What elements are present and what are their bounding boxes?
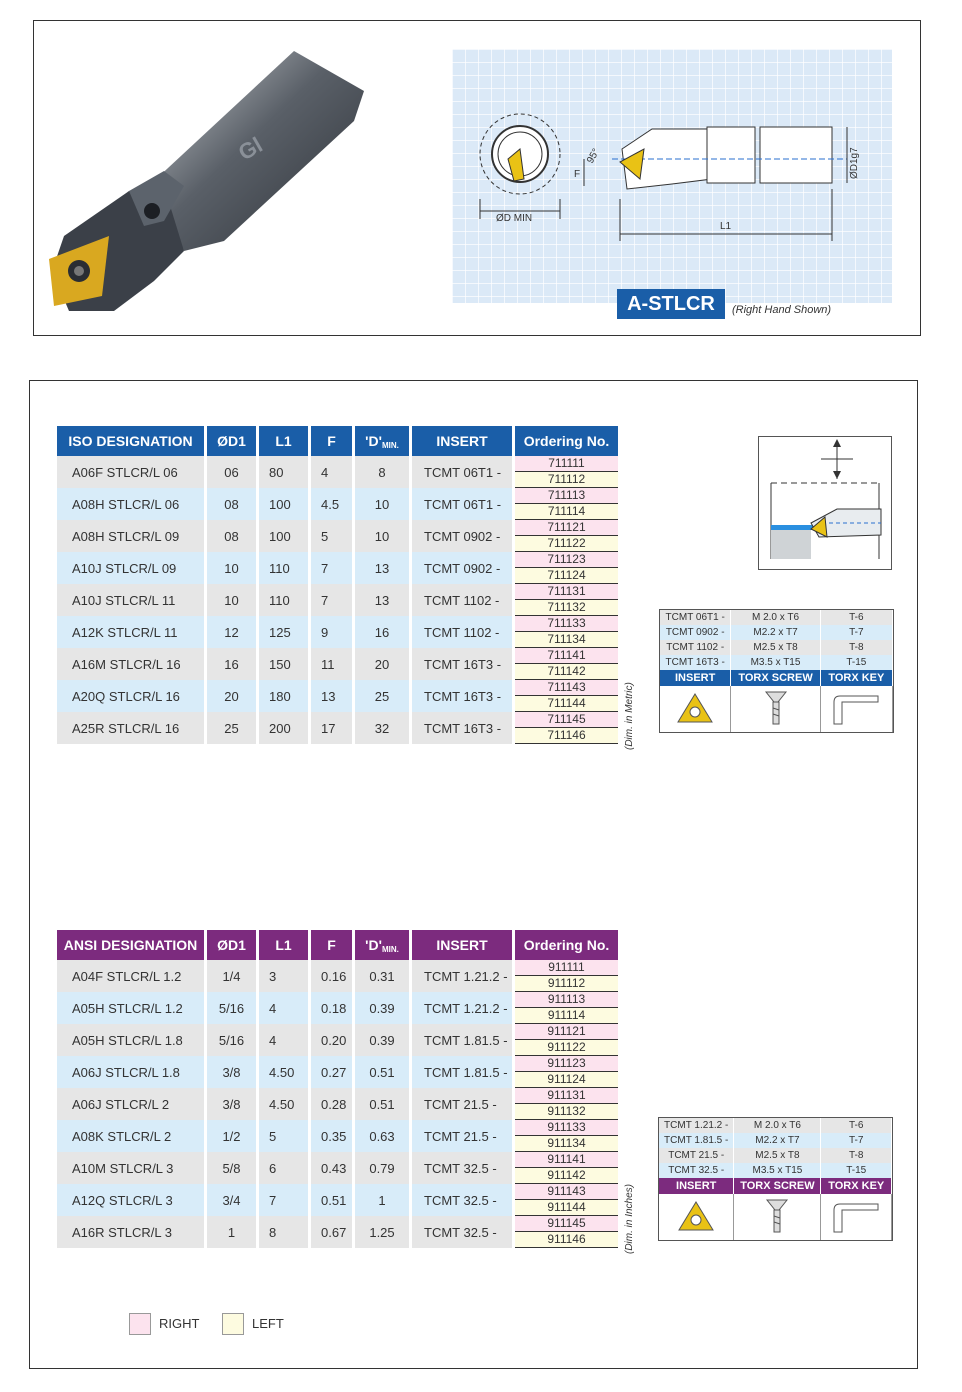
cell-ordering [515, 712, 618, 744]
cell-l1: 4.50 [259, 1088, 311, 1120]
cell-l1: 4 [259, 992, 311, 1024]
acc-screw: M2.2 x T7 [734, 1133, 821, 1148]
technical-drawing [452, 49, 892, 303]
cell-l1: 5 [259, 1120, 311, 1152]
acc-key: T-7 [821, 1133, 892, 1148]
cell-f: 0.67 [311, 1216, 355, 1248]
cell-l1: 7 [259, 1184, 311, 1216]
ordering-left: 711122 [515, 536, 618, 552]
cell-insert: TCMT 1.81.5 - [412, 1056, 515, 1088]
inches-note: (Dim. in Inches) [624, 1183, 635, 1254]
acc-insert: TCMT 32.5 - [659, 1163, 734, 1178]
cell-designation: A16R STLCR/L 3 [57, 1216, 207, 1248]
acc-insert: TCMT 16T3 - [660, 655, 731, 670]
table-row [57, 616, 618, 648]
table-row [57, 1184, 618, 1216]
f-label: F [574, 169, 581, 180]
cell-d1: 06 [207, 456, 259, 488]
cell-ordering [515, 1088, 618, 1120]
cell-d1: 25 [207, 712, 259, 744]
cell-d1: 10 [207, 552, 259, 584]
cell-f: 11 [311, 648, 355, 680]
legend-right-swatch [129, 1313, 151, 1335]
insert-icon [660, 686, 731, 732]
ordering-left: 711124 [515, 568, 618, 584]
ordering-right: 911123 [515, 1056, 618, 1072]
acc-insert: TCMT 0902 - [660, 625, 731, 640]
product-image-panel [33, 20, 921, 336]
l1-label: L1 [720, 221, 732, 232]
ordering-right: 711145 [515, 712, 618, 728]
col-f: F [311, 426, 355, 456]
table-header [57, 930, 618, 960]
ordering-left: 911114 [515, 1008, 618, 1024]
ordering-left: 911124 [515, 1072, 618, 1088]
cell-dmin: 0.51 [355, 1088, 412, 1120]
acc-col-screw: TORX SCREW [731, 670, 820, 686]
cell-d1: 1 [207, 1216, 259, 1248]
acc-screw: M2.5 x T8 [734, 1148, 821, 1163]
list-item [660, 655, 893, 670]
tool-photo [34, 21, 364, 321]
angle-label: 95° [585, 146, 603, 166]
col-dmin-sub: MIN. [381, 944, 399, 954]
acc-insert: TCMT 1.81.5 - [659, 1133, 734, 1148]
ordering-left: 911134 [515, 1136, 618, 1152]
ordering-left: 911122 [515, 1040, 618, 1056]
table-row [57, 1216, 618, 1248]
cell-dmin: 10 [355, 488, 412, 520]
cell-designation: A08H STLCR/L 09 [57, 520, 207, 552]
ordering-left: 911146 [515, 1232, 618, 1248]
cell-insert: TCMT 1102 - [412, 584, 515, 616]
col-ordering: Ordering No. [515, 930, 618, 960]
ordering-left: 711112 [515, 472, 618, 488]
table-header [57, 426, 618, 456]
torx-screw-icon [731, 686, 820, 732]
table-row [57, 552, 618, 584]
acc-key: T-6 [821, 1118, 892, 1133]
accessories-header [659, 1178, 892, 1194]
cell-dmin: 0.39 [355, 1024, 412, 1056]
cell-f: 0.35 [311, 1120, 355, 1152]
d-min-label: ØD MIN [496, 213, 533, 224]
torx-screw-icon [734, 1194, 821, 1240]
acc-key: T-6 [820, 610, 892, 625]
cell-ordering [515, 1152, 618, 1184]
acc-screw: M3.5 x T15 [731, 655, 820, 670]
table-row [57, 648, 618, 680]
table-row [57, 584, 618, 616]
col-insert: INSERT [412, 426, 515, 456]
ordering-left: 911132 [515, 1104, 618, 1120]
cell-designation: A12Q STLCR/L 3 [57, 1184, 207, 1216]
torx-key-icon [821, 1194, 892, 1240]
cell-l1: 125 [259, 616, 311, 648]
acc-insert: TCMT 1102 - [660, 640, 731, 655]
col-d1: ØD1 [207, 426, 259, 456]
cell-ordering [515, 1120, 618, 1152]
acc-key: T-8 [820, 640, 892, 655]
acc-insert: TCMT 1.21.2 - [659, 1118, 734, 1133]
cell-designation: A06F STLCR/L 06 [57, 456, 207, 488]
cell-d1: 10 [207, 584, 259, 616]
ordering-right: 711131 [515, 584, 618, 600]
ansi-accessories-table [658, 1117, 893, 1241]
col-dmin-main: 'D' [365, 936, 382, 953]
cell-dmin: 8 [355, 456, 412, 488]
acc-key: T-7 [820, 625, 892, 640]
cell-insert: TCMT 32.5 - [412, 1152, 515, 1184]
cell-f: 13 [311, 680, 355, 712]
cell-l1: 3 [259, 960, 311, 992]
cell-d1: 5/16 [207, 1024, 259, 1056]
table-row [57, 1152, 618, 1184]
col-dmin-main: 'D' [365, 432, 382, 449]
cell-f: 4 [311, 456, 355, 488]
cell-insert: TCMT 16T3 - [412, 648, 515, 680]
cell-l1: 110 [259, 552, 311, 584]
cell-d1: 3/8 [207, 1056, 259, 1088]
col-ordering: Ordering No. [515, 426, 618, 456]
cell-d1: 3/4 [207, 1184, 259, 1216]
acc-key: T-15 [821, 1163, 892, 1178]
cell-ordering [515, 1184, 618, 1216]
cell-f: 7 [311, 584, 355, 616]
acc-screw: M2.5 x T8 [731, 640, 820, 655]
list-item [659, 1133, 892, 1148]
cell-f: 5 [311, 520, 355, 552]
cell-ordering [515, 648, 618, 680]
cell-insert: TCMT 32.5 - [412, 1216, 515, 1248]
acc-screw: M2.2 x T7 [731, 625, 820, 640]
acc-insert: TCMT 06T1 - [660, 610, 731, 625]
col-f: F [311, 930, 355, 960]
ordering-right: 711143 [515, 680, 618, 696]
cell-ordering [515, 992, 618, 1024]
ordering-right: 711133 [515, 616, 618, 632]
cell-l1: 6 [259, 1152, 311, 1184]
ordering-left: 911144 [515, 1200, 618, 1216]
table-row [57, 960, 618, 992]
legend-right-label: RIGHT [159, 1316, 200, 1331]
cell-designation: A04F STLCR/L 1.2 [57, 960, 207, 992]
cell-d1: 08 [207, 520, 259, 552]
table-row [57, 1120, 618, 1152]
list-item [660, 640, 893, 655]
cell-dmin: 1 [355, 1184, 412, 1216]
cell-dmin: 0.39 [355, 992, 412, 1024]
cell-l1: 4 [259, 1024, 311, 1056]
col-d1: ØD1 [207, 930, 259, 960]
boring-diagram [758, 436, 892, 570]
cell-f: 0.28 [311, 1088, 355, 1120]
acc-col-insert: INSERT [659, 1178, 734, 1194]
cell-d1: 16 [207, 648, 259, 680]
cell-d1: 1/2 [207, 1120, 259, 1152]
cell-insert: TCMT 1.21.2 - [412, 960, 515, 992]
cell-f: 0.18 [311, 992, 355, 1024]
cell-designation: A16M STLCR/L 16 [57, 648, 207, 680]
cell-l1: 200 [259, 712, 311, 744]
brand-etch: Gl [234, 132, 267, 166]
ordering-right: 711111 [515, 456, 618, 472]
cell-dmin: 13 [355, 584, 412, 616]
cell-dmin: 25 [355, 680, 412, 712]
cell-ordering [515, 520, 618, 552]
cell-d1: 5/16 [207, 992, 259, 1024]
cell-l1: 8 [259, 1216, 311, 1248]
cell-designation: A06J STLCR/L 1.8 [57, 1056, 207, 1088]
acc-col-key: TORX KEY [821, 1178, 892, 1194]
ordering-right: 911113 [515, 992, 618, 1008]
cell-dmin: 16 [355, 616, 412, 648]
legend-left-label: LEFT [252, 1316, 284, 1331]
cell-f: 0.16 [311, 960, 355, 992]
cell-ordering [515, 584, 618, 616]
acc-screw: M 2.0 x T6 [734, 1118, 821, 1133]
table-row [57, 520, 618, 552]
cell-dmin: 0.51 [355, 1056, 412, 1088]
model-code: A-STLCR [617, 289, 725, 319]
acc-screw: M 2.0 x T6 [731, 610, 820, 625]
d1-label: ØD1g7 [849, 147, 860, 179]
cell-insert: TCMT 21.5 - [412, 1088, 515, 1120]
cell-insert: TCMT 16T3 - [412, 680, 515, 712]
ordering-left: 711134 [515, 632, 618, 648]
table-row [57, 712, 618, 744]
ordering-right: 711141 [515, 648, 618, 664]
ordering-right: 711121 [515, 520, 618, 536]
acc-key: T-8 [821, 1148, 892, 1163]
cell-insert: TCMT 21.5 - [412, 1120, 515, 1152]
cell-designation: A08K STLCR/L 2 [57, 1120, 207, 1152]
col-designation: ANSI DESIGNATION [57, 930, 207, 960]
ordering-left: 711132 [515, 600, 618, 616]
iso-spec-table [57, 426, 618, 744]
cell-f: 17 [311, 712, 355, 744]
acc-insert: TCMT 21.5 - [659, 1148, 734, 1163]
cell-ordering [515, 1024, 618, 1056]
table-row [57, 488, 618, 520]
ordering-right: 711113 [515, 488, 618, 504]
cell-insert: TCMT 0902 - [412, 552, 515, 584]
ordering-right: 911133 [515, 1120, 618, 1136]
cell-f: 0.20 [311, 1024, 355, 1056]
cell-insert: TCMT 1102 - [412, 616, 515, 648]
ordering-left: 711144 [515, 696, 618, 712]
accessories-icons [659, 1194, 892, 1240]
ordering-right: 911121 [515, 1024, 618, 1040]
cell-dmin: 1.25 [355, 1216, 412, 1248]
cell-f: 9 [311, 616, 355, 648]
table-row [57, 680, 618, 712]
list-item [660, 625, 893, 640]
cell-l1: 150 [259, 648, 311, 680]
cell-dmin: 0.63 [355, 1120, 412, 1152]
cell-designation: A10J STLCR/L 11 [57, 584, 207, 616]
table-row [57, 1024, 618, 1056]
cell-l1: 100 [259, 520, 311, 552]
cell-f: 0.27 [311, 1056, 355, 1088]
cell-ordering [515, 552, 618, 584]
cell-l1: 180 [259, 680, 311, 712]
metric-note: (Dim. in Metric) [624, 682, 635, 750]
table-row [57, 1088, 618, 1120]
col-dmin [355, 426, 412, 456]
table-row [57, 1056, 618, 1088]
table-row [57, 456, 618, 488]
col-insert: INSERT [412, 930, 515, 960]
model-note: (Right Hand Shown) [732, 304, 832, 316]
ordering-right: 911143 [515, 1184, 618, 1200]
cell-ordering [515, 616, 618, 648]
ordering-right: 911131 [515, 1088, 618, 1104]
cell-insert: TCMT 0902 - [412, 520, 515, 552]
cell-insert: TCMT 06T1 - [412, 456, 515, 488]
cell-designation: A05H STLCR/L 1.8 [57, 1024, 207, 1056]
cell-designation: A05H STLCR/L 1.2 [57, 992, 207, 1024]
col-dmin [355, 930, 412, 960]
ordering-left: 711146 [515, 728, 618, 744]
acc-key: T-15 [820, 655, 892, 670]
torx-key-icon [820, 686, 892, 732]
list-item [659, 1118, 892, 1133]
cell-l1: 4.50 [259, 1056, 311, 1088]
cell-ordering [515, 488, 618, 520]
list-item [659, 1148, 892, 1163]
list-item [660, 610, 893, 625]
cell-insert: TCMT 1.21.2 - [412, 992, 515, 1024]
cell-designation: A20Q STLCR/L 16 [57, 680, 207, 712]
col-l1: L1 [259, 930, 311, 960]
cell-f: 4.5 [311, 488, 355, 520]
cell-insert: TCMT 1.81.5 - [412, 1024, 515, 1056]
cell-insert: TCMT 16T3 - [412, 712, 515, 744]
accessories-icons [660, 686, 893, 732]
cell-l1: 110 [259, 584, 311, 616]
legend-left-swatch [222, 1313, 244, 1335]
cell-f: 7 [311, 552, 355, 584]
cell-designation: A10M STLCR/L 3 [57, 1152, 207, 1184]
ordering-right: 911141 [515, 1152, 618, 1168]
acc-col-screw: TORX SCREW [734, 1178, 821, 1194]
cell-designation: A08H STLCR/L 06 [57, 488, 207, 520]
cell-d1: 08 [207, 488, 259, 520]
cell-f: 0.43 [311, 1152, 355, 1184]
cell-dmin: 20 [355, 648, 412, 680]
cell-l1: 80 [259, 456, 311, 488]
ordering-left: 711114 [515, 504, 618, 520]
cell-f: 0.51 [311, 1184, 355, 1216]
acc-col-insert: INSERT [660, 670, 731, 686]
ordering-left: 911142 [515, 1168, 618, 1184]
acc-col-key: TORX KEY [820, 670, 892, 686]
ordering-right: 911111 [515, 960, 618, 976]
cell-designation: A25R STLCR/L 16 [57, 712, 207, 744]
cell-dmin: 13 [355, 552, 412, 584]
accessories-header [660, 670, 893, 686]
cell-d1: 12 [207, 616, 259, 648]
insert-icon [659, 1194, 734, 1240]
cell-dmin: 0.31 [355, 960, 412, 992]
cell-insert: TCMT 06T1 - [412, 488, 515, 520]
cell-ordering [515, 960, 618, 992]
list-item [659, 1163, 892, 1178]
ordering-right: 911145 [515, 1216, 618, 1232]
ordering-left: 711142 [515, 664, 618, 680]
iso-accessories-table [659, 609, 894, 733]
cell-designation: A06J STLCR/L 2 [57, 1088, 207, 1120]
cell-d1: 20 [207, 680, 259, 712]
ansi-spec-table [57, 930, 618, 1248]
cell-ordering [515, 1216, 618, 1248]
ordering-left: 911112 [515, 976, 618, 992]
ordering-right: 711123 [515, 552, 618, 568]
cell-dmin: 32 [355, 712, 412, 744]
cell-l1: 100 [259, 488, 311, 520]
cell-designation: A12K STLCR/L 11 [57, 616, 207, 648]
table-row [57, 992, 618, 1024]
cell-insert: TCMT 32.5 - [412, 1184, 515, 1216]
cell-d1: 1/4 [207, 960, 259, 992]
col-designation: ISO DESIGNATION [57, 426, 207, 456]
col-l1: L1 [259, 426, 311, 456]
cell-designation: A10J STLCR/L 09 [57, 552, 207, 584]
col-dmin-sub: MIN. [381, 440, 399, 450]
cell-ordering [515, 456, 618, 488]
cell-ordering [515, 1056, 618, 1088]
cell-ordering [515, 680, 618, 712]
acc-screw: M3.5 x T15 [734, 1163, 821, 1178]
cell-dmin: 10 [355, 520, 412, 552]
cell-d1: 5/8 [207, 1152, 259, 1184]
cell-dmin: 0.79 [355, 1152, 412, 1184]
cell-d1: 3/8 [207, 1088, 259, 1120]
